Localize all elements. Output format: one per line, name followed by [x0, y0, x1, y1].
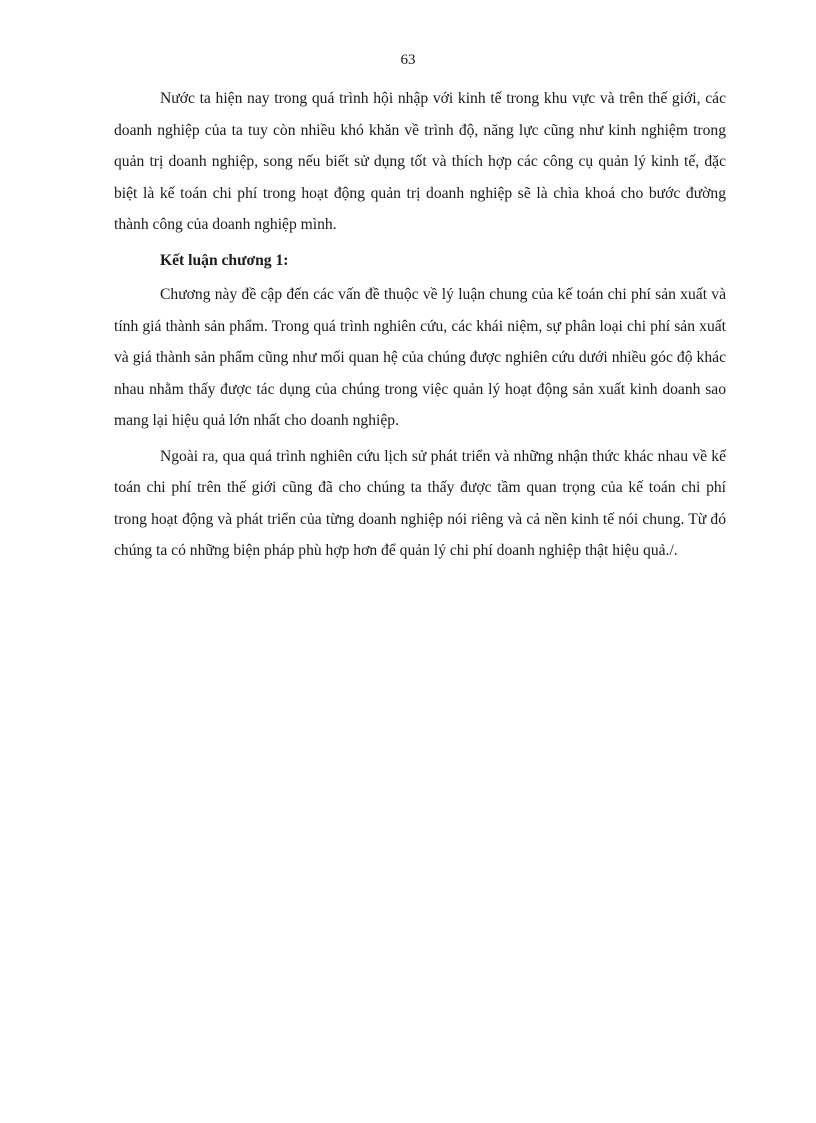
section-heading: Kết luận chương 1:	[160, 251, 289, 269]
page-number: 63	[400, 52, 416, 68]
paragraph-chapter-summary: Chương này đề cập đến các vấn đề thuộc về lý luận chung của kế toán chi phí sản xuất và tính giá thành sản phẩm. Trong quá trình nghiên cứu, các khái niệm, sự phân loại chi phí sản xuất và giá thành sản phẩm cũng như mối quan hệ của chúng được nghiên cứu dưới nhiều góc độ khác nhau nhằm thấy được tác dụng của chúng trong việc quản lý hoạt động sản xuất kinh doanh sao mang lại hiệu quả lớn nhất cho doanh nghiệp.	[114, 286, 726, 429]
document-body	[114, 83, 726, 567]
paragraph-conclusion: Ngoài ra, qua quá trình nghiên cứu lịch sử phát triển và những nhận thức khác nhau về kế toán chi phí trên thế giới cũng đã cho chúng ta thấy được tầm quan trọng của kế toán chi phí trong hoạt động và phát triển của từng doanh nghiệp nói riêng và cả nền kinh tế nói chung. Từ đó chúng ta có những biện pháp phù hợp hơn để quản lý chi phí doanh nghiệp thật hiệu quả./.	[114, 447, 726, 559]
paragraph-intro: Nước ta hiện nay trong quá trình hội nhập với kinh tế trong khu vực và trên thế giới, các doanh nghiệp của ta tuy còn nhiều khó khăn về trình độ, năng lực cũng như kinh nghiệm trong quản trị doanh nghiệp, song nếu biết sử dụng tốt và thích hợp các công cụ quản lý kinh tế, đặc biệt là kế toán chi phí trong hoạt động quản trị doanh nghiệp sẽ là chìa khoá cho bước đường thành công của doanh nghiệp mình.	[114, 90, 726, 233]
